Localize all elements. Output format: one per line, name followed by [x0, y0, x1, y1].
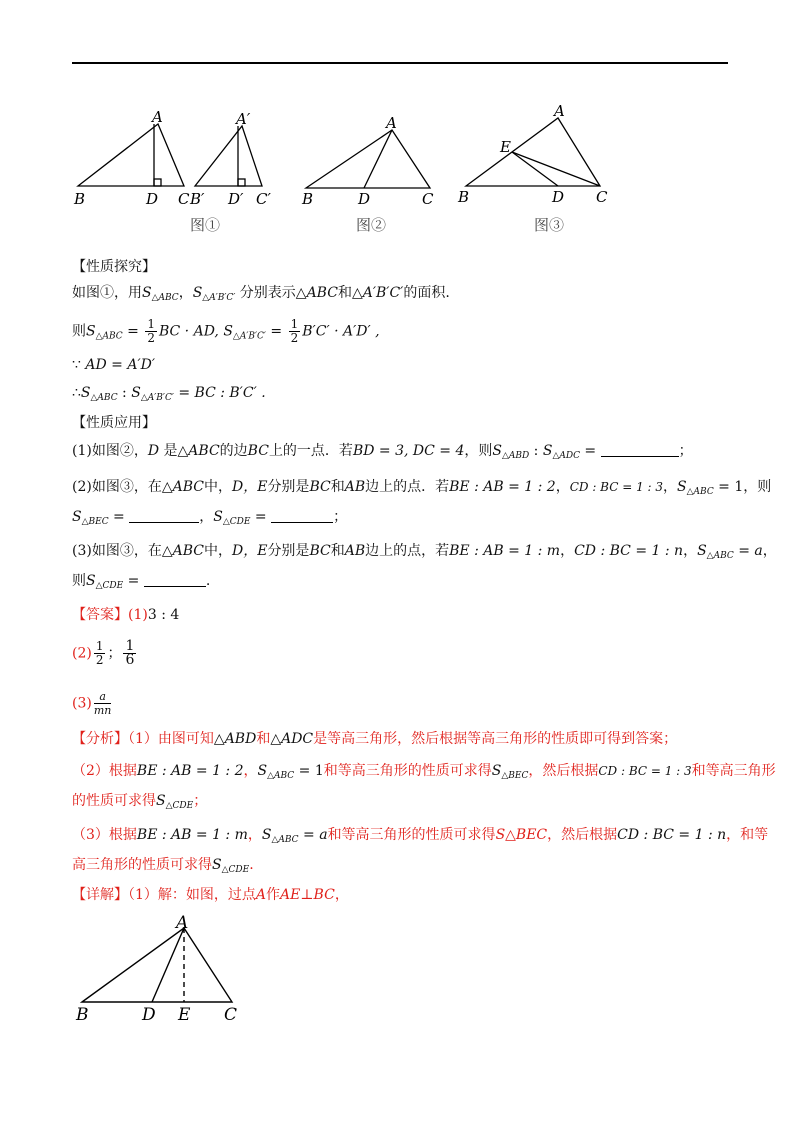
answer-line-2: (2) $\frac{1}{2}$ ； $\frac{1}{6}$ — [72, 638, 135, 668]
fig2-label-C: C — [422, 190, 434, 208]
explore-line-2: 则$S_{\triangle ABC}$ = $\frac{1}{2}$ BC · AD, $S_{\triangle A'B'C'}$ = $\frac{1}{2}$ B′C′ · A′D′ , — [72, 317, 380, 345]
question-1: (1)如图②，D 是△ABC的边BC上的一点．若BD = 3, DC = 4，则$S_{\triangle ABD}$ : $S_{\triangle ADC}$ = ； — [72, 443, 693, 461]
fraction-half: $\frac{1}{2}$ — [290, 317, 299, 345]
answer-blank[interactable] — [601, 442, 679, 457]
analysis-line-3: （3）根据BE : AB = 1 : m，$S_{\triangle ABC} = a$和等高三角形的性质可求得S△BEC，然后根据CD : BC = 1 : n，和等 — [72, 827, 769, 845]
question-3: (3)如图③，在△ABC中，D，E分别是BC和AB边上的点，若BE : AB = 1 : m，CD : BC = 1 : n，$S_{\triangle ABC} = a$， — [72, 543, 777, 561]
fig1-label-D: D — [146, 190, 159, 208]
answer-line-1: 【答案】(1)3 : 4 — [72, 607, 180, 623]
fig1-label-Dp: D′ — [228, 190, 244, 208]
question-3-cont: 则$S_{\triangle CDE}$ = . — [72, 573, 211, 591]
fraction: $\frac{a}{mn}$ — [93, 690, 112, 717]
fig1-caption: 图① — [190, 216, 221, 234]
fraction: $\frac{1}{6}$ — [125, 638, 135, 668]
answer-blank[interactable] — [271, 508, 333, 523]
because-symbol: ∵ — [72, 357, 81, 373]
fig2-label-A: A — [386, 114, 397, 132]
fig3-label-E: E — [500, 138, 511, 156]
detail-heading: 【详解】 — [72, 887, 128, 903]
fig2-label-B: B — [302, 190, 314, 208]
fig4-label-D: D — [142, 1005, 156, 1025]
analysis-line-3-cont: 高三角形的性质可求得$S_{\triangle CDE}$. — [72, 857, 254, 875]
explore-line-1: 如图①，用$S_{\triangle ABC}$，$S_{\triangle A'B'C'}$ 分别表示△ABC和△A′B′C′的面积. — [72, 285, 450, 303]
answer-heading: 【答案】 — [72, 607, 128, 623]
fig1-label-Cp: C′ — [256, 190, 271, 208]
answer-line-3: (3) $\frac{a}{mn}$ — [72, 690, 112, 717]
figure-3 — [454, 100, 614, 236]
fig2-label-D: D — [358, 190, 371, 208]
analysis-line-1: 【分析】（1）由图可知△ABD和△ADC是等高三角形，然后根据等高三角形的性质即可得到答案； — [72, 731, 678, 747]
figure-4 — [72, 910, 252, 1030]
fig4-label-B: B — [76, 1005, 89, 1025]
analysis-heading: 【分析】 — [72, 731, 128, 747]
question-2: (2)如图③，在△ABC中，D，E分别是BC和AB边上的点．若BE : AB = 1 : 2，CD : BC = 1 : 3，$S_{\triangle ABC} = 1$，则 — [72, 479, 772, 497]
fig4-label-A: A — [176, 913, 189, 933]
fig1-label-Ap: A′ — [236, 110, 251, 128]
section-heading-apply: 【性质应用】 — [72, 415, 156, 431]
explore-line-3: ∵ AD = A′D′ — [72, 357, 156, 373]
analysis-line-2-cont: 的性质可求得$S_{\triangle CDE}$； — [72, 793, 208, 811]
question-2-cont: $S_{\triangle BEC}$ = ，$S_{\triangle CDE}$ = ； — [72, 509, 348, 527]
fig1-label-A: A — [152, 108, 163, 126]
fig1-label-C: C — [178, 190, 190, 208]
therefore-symbol: ∴ — [72, 385, 81, 401]
fig3-caption: 图③ — [534, 216, 565, 234]
answer-blank[interactable] — [144, 572, 206, 587]
answer-blank[interactable] — [129, 508, 199, 523]
fraction-half: $\frac{1}{2}$ — [147, 317, 155, 345]
figure-1 — [72, 106, 287, 236]
fig3-label-B: B — [458, 188, 470, 206]
fig3-label-A: A — [554, 102, 565, 120]
fig3-label-C: C — [596, 188, 608, 206]
explore-line-4: $\therefore S_{\triangle ABC}$ : $S_{\triangle A'B'C'}$ = BC : B′C′ . — [72, 385, 266, 403]
fig4-label-C: C — [224, 1005, 238, 1025]
fraction: $\frac{1}{2}$ — [95, 639, 104, 667]
fig4-label-E: E — [178, 1005, 191, 1025]
header-rule — [72, 62, 728, 64]
figure-2 — [296, 106, 446, 236]
fig1-label-B: B — [74, 190, 86, 208]
fig1-label-Bp: B′ — [190, 190, 205, 208]
fig3-label-D: D — [552, 188, 565, 206]
fig2-caption: 图② — [356, 216, 387, 234]
detail-line-1: 【详解】（1）解：如图，过点A作AE⊥BC， — [72, 887, 349, 903]
section-heading-explore: 【性质探究】 — [72, 259, 156, 275]
analysis-line-2: （2）根据BE : AB = 1 : 2，$S_{\triangle ABC} = 1$和等高三角形的性质可求得$S_{\triangle BEC}$，然后根据CD : BC = 1 : 3和等高三角形 — [72, 763, 776, 781]
